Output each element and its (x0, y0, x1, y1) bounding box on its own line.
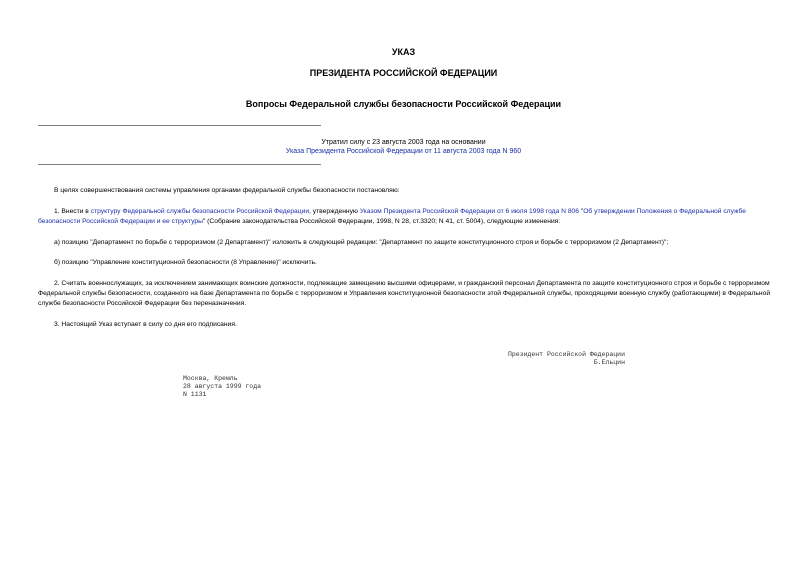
signature-block (508, 351, 625, 367)
paragraph-3: 3. Настоящий Указ вступает в силу со дня его подписания. (54, 321, 237, 328)
paragraph-a: а) позицию "Департамент по борьбе с терроризмом (2 Департамент)" изложить в следующей редакции: "Департамент по защите конституционного строя и борьбе с терроризмом (2 Департамент)"; (54, 239, 669, 246)
decree-806-link[interactable]: Указом Президента Российской Федерации от 6 июля 1998 года N 806 (359, 208, 579, 215)
place-date: 28 августа 1999 года (183, 383, 262, 390)
divider-bottom (38, 164, 321, 165)
signature-name: Б.Ельцин (593, 359, 625, 366)
intro-paragraph: В целях совершенствования системы управления органами федеральной службы безопасности постановляю: (54, 187, 400, 194)
p1-mid1: , утвержденную (309, 208, 360, 215)
place-date-block (183, 375, 261, 399)
p1-mid2: " (578, 208, 584, 215)
repeal-decree-link[interactable]: Указа Президента Российской Федерации от 11 августа 2003 года N 960 (285, 148, 522, 155)
status-note: Утратил силу с 23 августа 2003 года на основании (321, 139, 486, 146)
p1-suffix: " (Собрание законодательства Российской Федерации, 1998, N 28, ст.3320; N 41, ст. 5004), следующие изменения: (202, 218, 561, 225)
paragraph-1 (38, 207, 773, 227)
paragraph-b: б) позицию "Управление конституционной безопасности (8 Управление)" исключить. (54, 259, 317, 266)
signature-title: Президент Российской Федерации (507, 351, 625, 358)
place-city: Москва, Кремль (183, 375, 238, 382)
decree-subject: Вопросы Федеральной службы безопасности Российской Федерации (245, 99, 562, 109)
divider-top (38, 125, 321, 126)
fsb-structure-link[interactable]: структуру Федеральной службы безопасности Российской Федерации (90, 208, 310, 215)
decree-issuer: ПРЕЗИДЕНТА РОССИЙСКОЙ ФЕДЕРАЦИИ (309, 68, 498, 78)
p1-prefix: 1. Внести в (54, 208, 91, 215)
paragraph-2: 2. Считать военнослужащих, за исключением занимающих воинские должности, подлежащие замещению высшими офицерами, и гражданский персонал Департамента по защите конституционного строя и борьбе с терроризмом Федеральной службы безопасности, созданного на базе Департамента по борьбе с терроризмом и Управления конституционной безопасности этой Федеральной службы, проходящими военную службу (работающими) в Федеральной службе безопасности Российской Федерации без переназначения. (38, 280, 771, 307)
decree-number: N 1131 (183, 391, 207, 398)
fsb-regulation-link[interactable]: Об утверждении Положения о Федеральной службе безопасности Российской Федерации и ее структуры (38, 208, 747, 225)
decree-title: УКАЗ (391, 47, 416, 57)
